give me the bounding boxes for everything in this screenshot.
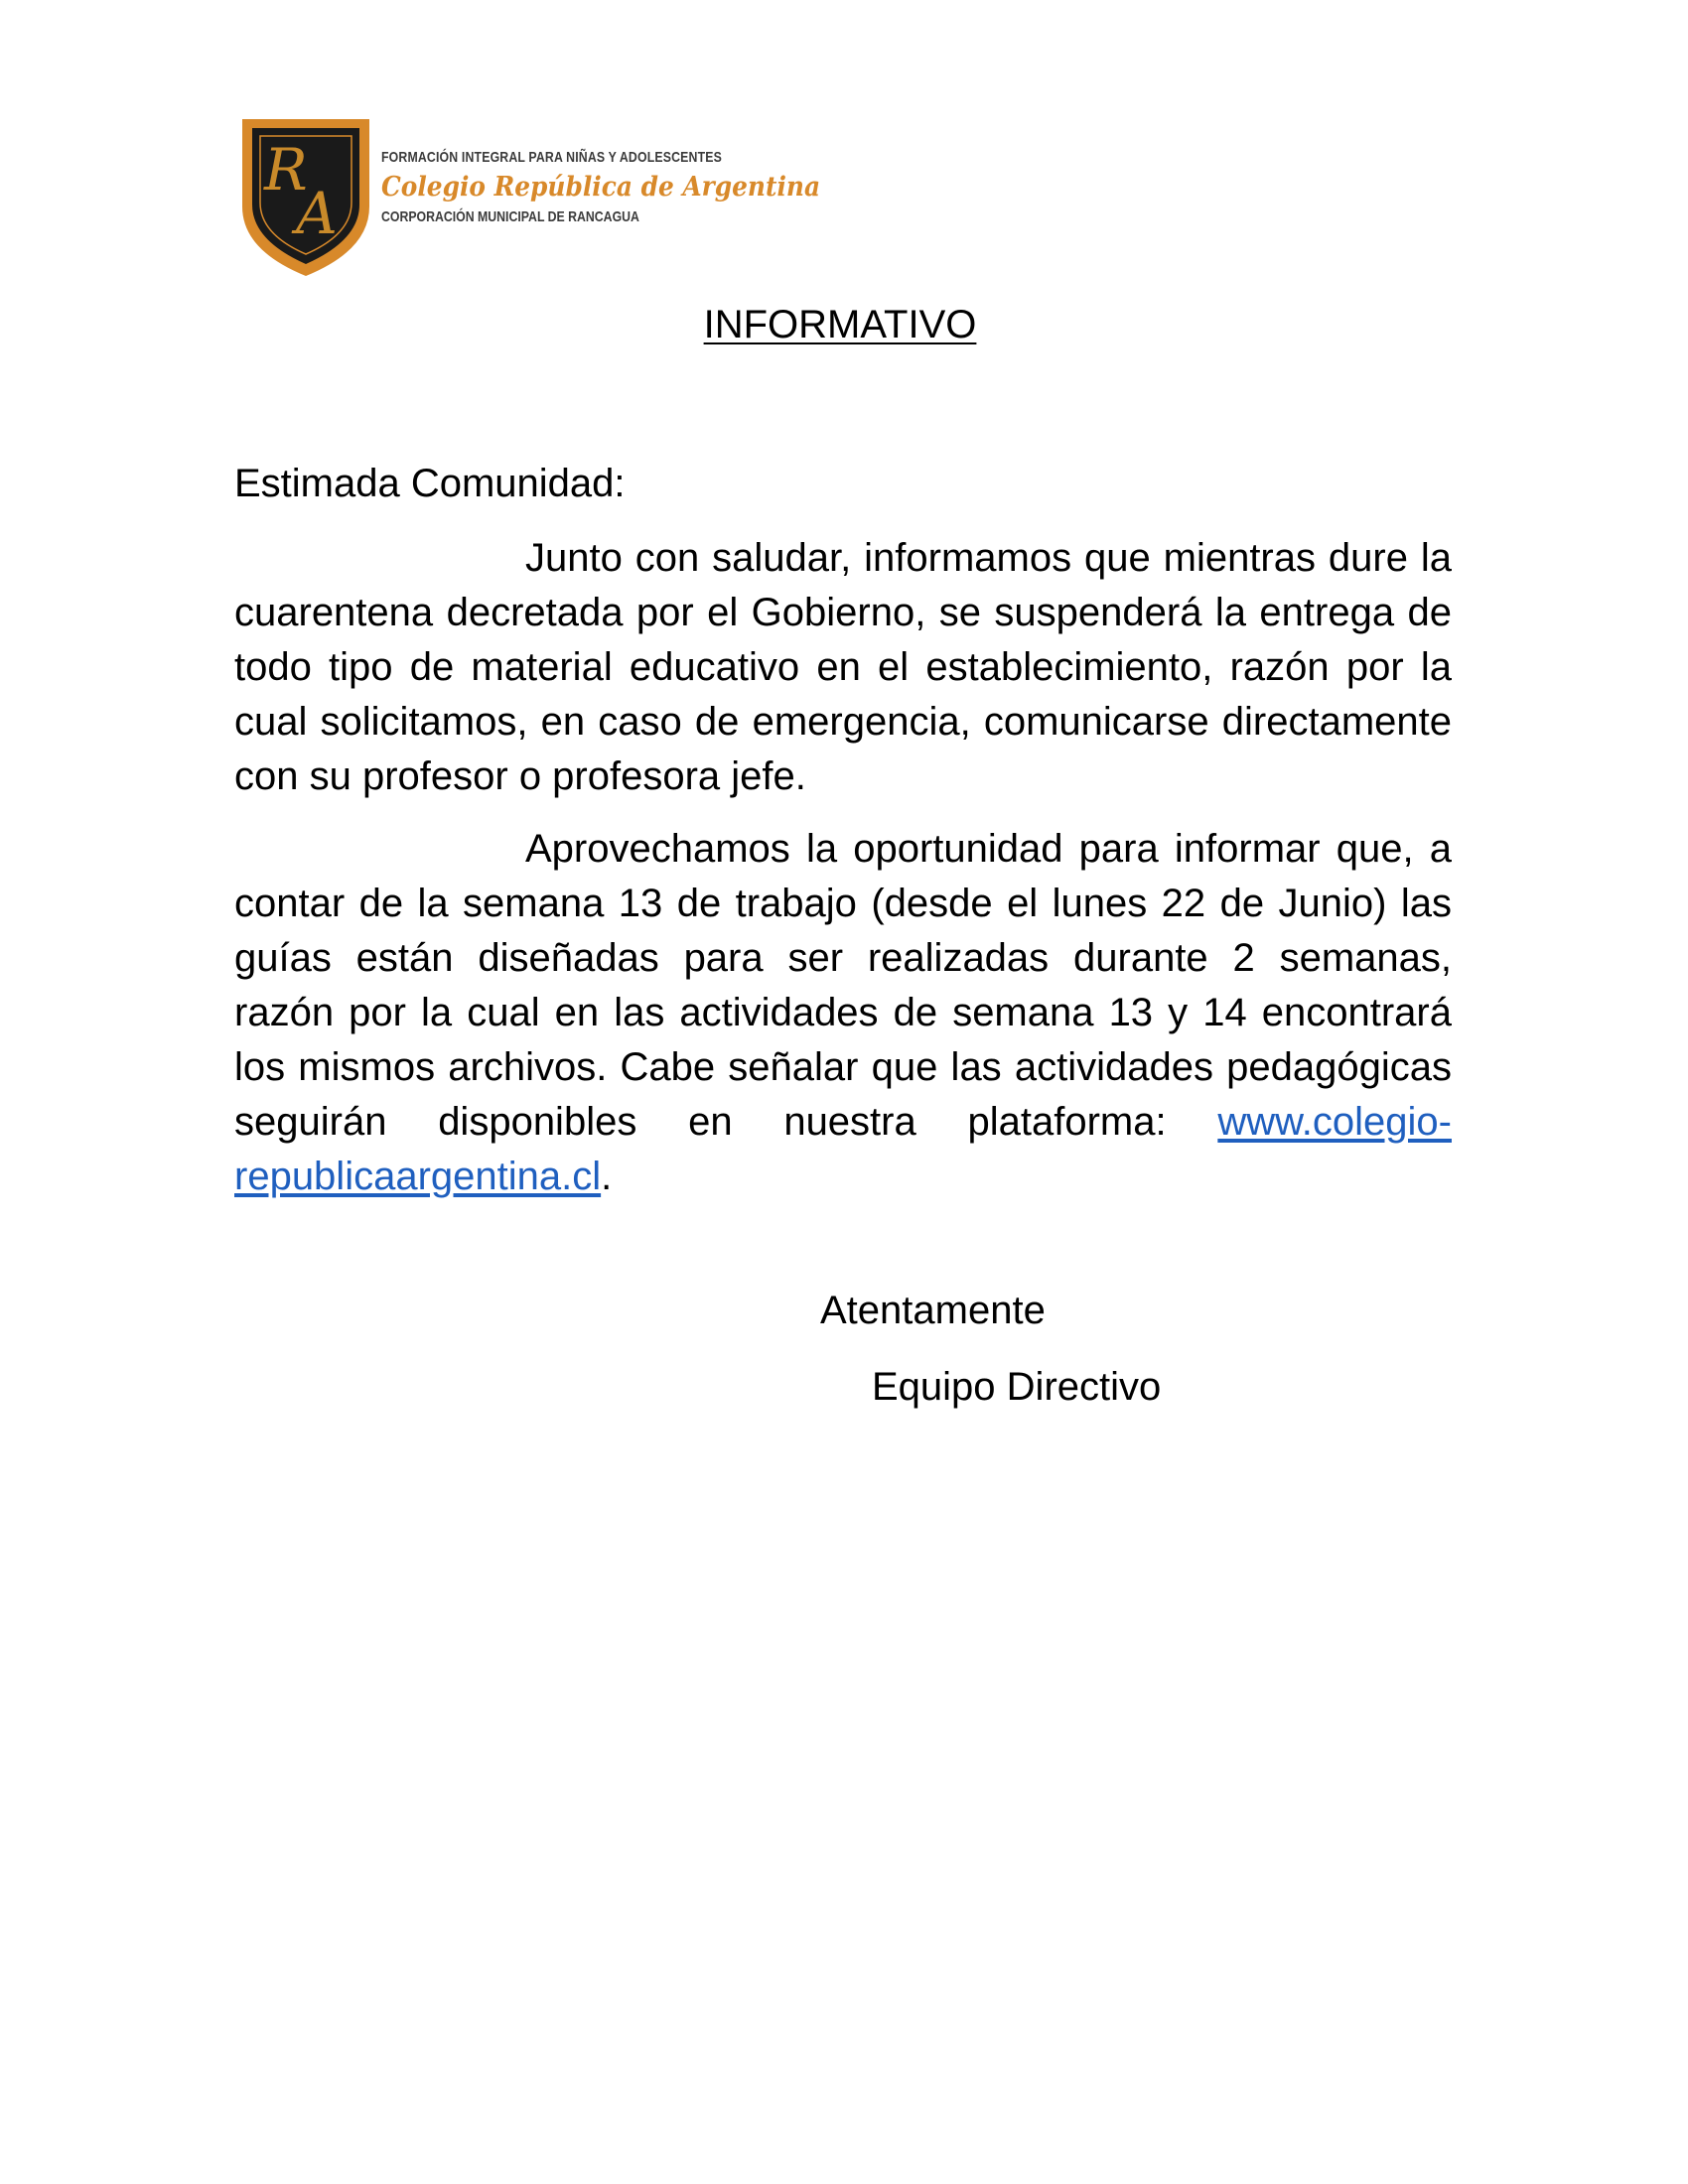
letterhead-text xyxy=(381,149,838,225)
school-name: Colegio República de Argentina xyxy=(381,172,821,203)
letterhead xyxy=(236,111,832,280)
document-title-text: INFORMATIVO xyxy=(703,303,977,346)
closing: Atentamente xyxy=(820,1289,1046,1332)
paragraph-2-end: . xyxy=(601,1155,613,1198)
paragraph-2-text: Aprovechamos la oportunidad para informar que, a contar de la semana 13 de trabajo (desde el lunes 22 de Junio) las guías están diseñadas para ser realizadas durante 2 semanas, razón por la cual en las actividades de semana 13 y 14 encontrará los mismos archivos. Cabe señalar que las actividades pedagógicas seguirán disponibles en nuestra plataforma: xyxy=(234,827,1452,1144)
letterhead-corporation: CORPORACIÓN MUNICIPAL DE RANCAGUA xyxy=(381,208,639,225)
document-body xyxy=(234,457,1452,1222)
website-link[interactable]: www.colegio-republicaargentina.cl xyxy=(234,1100,1452,1198)
paragraph-1: Junto con saludar, informamos que mientras dure la cuarentena decretada por el Gobierno, se suspenderá la entrega de todo tipo de material educativo en el establecimiento, razón por la cual solicitamos, en caso de emergencia, comunicarse directamente con su profesor o profesora jefe. xyxy=(234,536,1452,798)
document-title xyxy=(0,300,1688,349)
letterhead-tagline: FORMACIÓN INTEGRAL PARA NIÑAS Y ADOLESCENTES xyxy=(381,149,722,166)
paragraph-2 xyxy=(234,822,1452,1204)
crest-initial-r: R xyxy=(264,136,308,204)
crest-initial-a: A xyxy=(296,180,338,247)
salutation: Estimada Comunidad: xyxy=(234,462,626,505)
signature: Equipo Directivo xyxy=(872,1365,1162,1409)
school-crest-logo xyxy=(236,111,375,280)
